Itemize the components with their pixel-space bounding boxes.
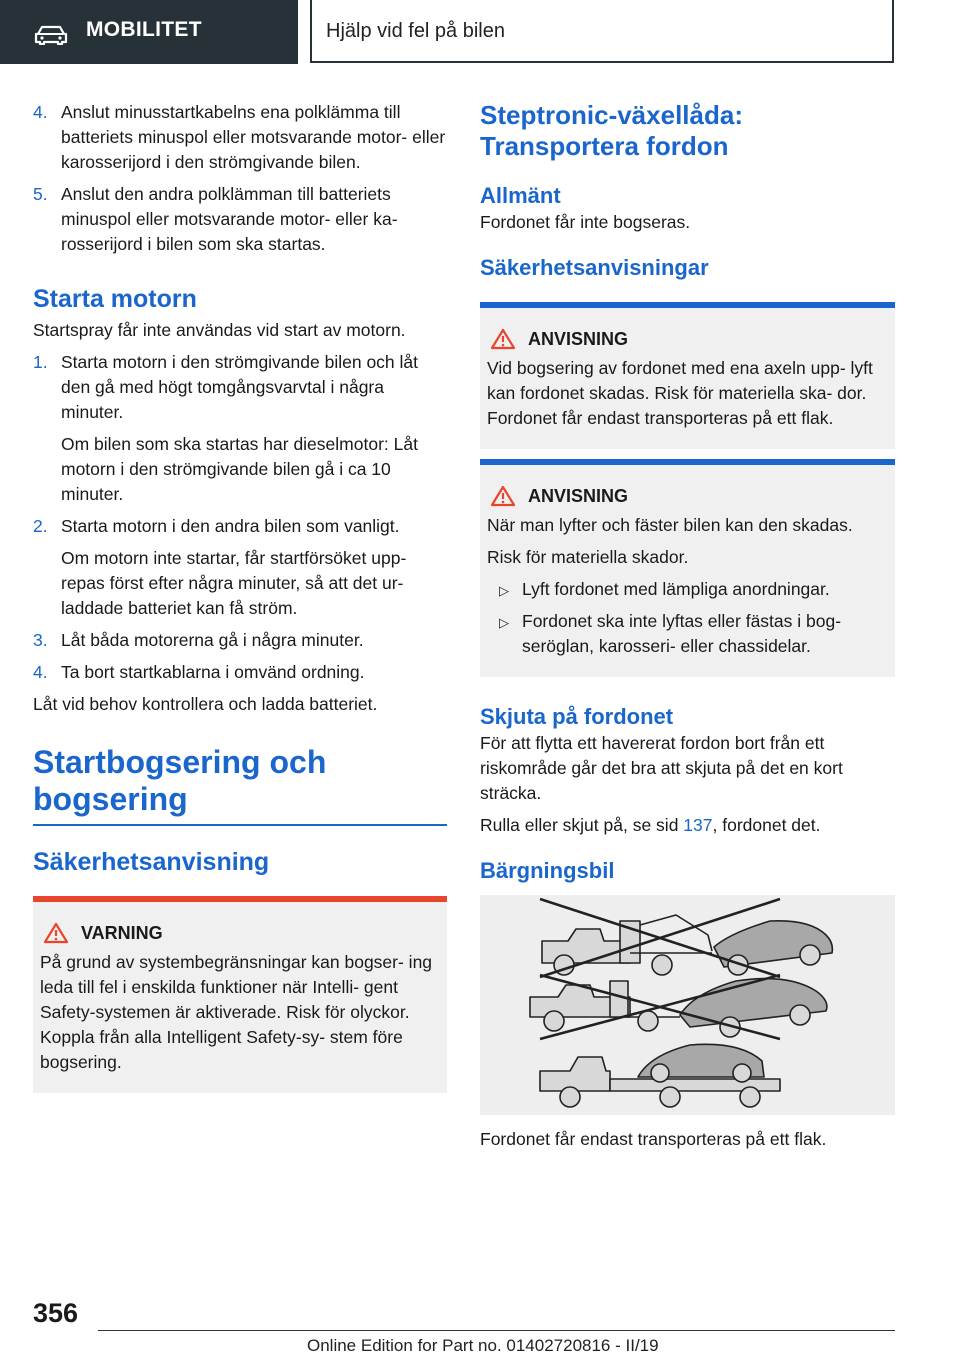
step-number: 4. bbox=[33, 102, 48, 122]
step-text: Starta motorn i den strömgivande bilen och låt den gå med högt tomgångsvarvtal i några minuter. bbox=[61, 352, 418, 422]
list-item bbox=[33, 100, 447, 175]
ref-prefix: Rulla eller skjut på, se sid bbox=[480, 815, 684, 835]
right-column bbox=[480, 100, 895, 1159]
subsection-heading-push: Skjuta på fordonet bbox=[480, 704, 674, 729]
step-text: Ta bort startkablarna i omvänd ordning. bbox=[61, 662, 365, 682]
edition-text: Online Edition for Part no. 01402720816 - II/19 bbox=[307, 1336, 659, 1355]
bullet-text: Fordonet ska inte lyftas eller fästas i bog- seröglan, karosseri- eller chassidelar. bbox=[522, 611, 842, 656]
left-column bbox=[33, 100, 447, 1093]
notice-text: När man lyfter och fäster bilen kan den skadas. bbox=[487, 515, 853, 535]
bullet-text: Lyft fordonet med lämpliga anordningar. bbox=[522, 579, 830, 599]
bullet-triangle-icon: ▷ bbox=[499, 583, 509, 598]
page-header bbox=[0, 0, 960, 66]
notice-title-row bbox=[487, 483, 887, 509]
tow-truck-illustration bbox=[480, 895, 895, 1115]
chapter-heading: Startbogsering och bogsering bbox=[33, 744, 327, 817]
step-subtext: Om bilen som ska startas har dieselmotor: Låt motorn i den strömgivande bilen gå i ca 10 minuter. bbox=[61, 434, 418, 504]
chapter-title: Hjälp vid fel på bilen bbox=[326, 20, 505, 42]
car-icon bbox=[34, 25, 68, 45]
subsection-heading-safety: Säkerhetsanvisningar bbox=[480, 255, 709, 280]
notice-text: Risk för materiella skador. bbox=[487, 547, 689, 567]
warning-triangle-icon bbox=[490, 485, 516, 507]
warning-title: VARNING bbox=[81, 923, 163, 943]
general-text: Fordonet får inte bogseras. bbox=[480, 212, 691, 232]
step-number: 4. bbox=[33, 662, 48, 682]
list-item bbox=[33, 182, 447, 257]
warning-title-row bbox=[40, 920, 439, 946]
subsection-heading-tow: Bärgningsbil bbox=[480, 858, 615, 883]
intro-text: Startspray får inte användas vid start av motorn. bbox=[33, 320, 406, 340]
list-item bbox=[33, 514, 447, 539]
step-number: 5. bbox=[33, 184, 48, 204]
notice-title-row bbox=[487, 326, 887, 352]
push-reference bbox=[480, 813, 895, 838]
ref-suffix: , fordonet det. bbox=[712, 815, 821, 835]
list-item bbox=[487, 609, 887, 659]
chapter-tab[interactable] bbox=[310, 0, 894, 63]
list-item bbox=[33, 628, 447, 653]
section-heading-starta: Starta motorn bbox=[33, 285, 197, 313]
warning-triangle-icon bbox=[490, 328, 516, 350]
step-text: Starta motorn i den andra bilen som vanligt. bbox=[61, 516, 400, 536]
subsection-heading-general: Allmänt bbox=[480, 183, 561, 208]
push-text: För att flytta ett havererat fordon bort från ett riskområde går det bra att skjuta på det en kort sträcka. bbox=[480, 733, 843, 803]
warning-triangle-icon bbox=[43, 922, 69, 944]
footer-divider bbox=[98, 1330, 895, 1331]
section-tab[interactable] bbox=[0, 0, 298, 64]
bullet-triangle-icon: ▷ bbox=[499, 615, 509, 630]
step-subtext: Om motorn inte startar, får startförsöket upp- repas först efter några minuter, så att det ur- laddade batteriet kan få ström. bbox=[61, 548, 407, 618]
chapter-heading-block bbox=[33, 744, 447, 826]
list-item bbox=[487, 577, 887, 602]
section-heading-steptronic: Steptronic-växellåda: Transportera fordon bbox=[480, 100, 743, 161]
notice-text: Vid bogsering av fordonet med ena axeln upp- lyft kan fordonet skadas. Risk för materiella ska- dor. Fordonet får endast transporteras på ett flak. bbox=[487, 358, 873, 428]
figure-caption: Fordonet får endast transporteras på ett flak. bbox=[480, 1129, 827, 1149]
step-text: Anslut den andra polklämman till batteriets minuspol eller motsvarande motor- eller ka- rosserijord i bilen som ska startas. bbox=[61, 184, 398, 254]
list-item bbox=[33, 660, 447, 685]
warning-text: På grund av systembegränsningar kan bogser- ing leda till fel i enskilda funktioner när Intelli- gent Safety-systemen är aktiverade. Risk för olyckor. Koppla från alla Intelligent Safety-sy- stem före bogsering. bbox=[40, 952, 433, 1072]
notice-title: ANVISNING bbox=[528, 329, 629, 349]
notice-title: ANVISNING bbox=[528, 486, 629, 506]
tow-truck-diagram bbox=[480, 895, 895, 1115]
page-number: 356 bbox=[33, 1298, 79, 1328]
page-link[interactable]: 137 bbox=[683, 815, 713, 835]
step-number: 1. bbox=[33, 352, 48, 372]
subsection-heading-safety: Säkerhetsanvisning bbox=[33, 848, 270, 876]
warning-box bbox=[33, 896, 447, 1093]
notice-box-1 bbox=[480, 302, 895, 449]
section-title: MOBILITET bbox=[86, 18, 202, 41]
list-item bbox=[33, 350, 447, 425]
notice-box-2 bbox=[480, 459, 895, 677]
step-number: 2. bbox=[33, 516, 48, 536]
closing-text: Låt vid behov kontrollera och ladda batteriet. bbox=[33, 694, 378, 714]
step-text: Anslut minusstartkabelns ena polklämma till batteriets minuspol eller motsvarande motor- eller karosserijord i den strömgivande bilen. bbox=[61, 102, 446, 172]
step-text: Låt båda motorerna gå i några minuter. bbox=[61, 630, 364, 650]
step-number: 3. bbox=[33, 630, 48, 650]
